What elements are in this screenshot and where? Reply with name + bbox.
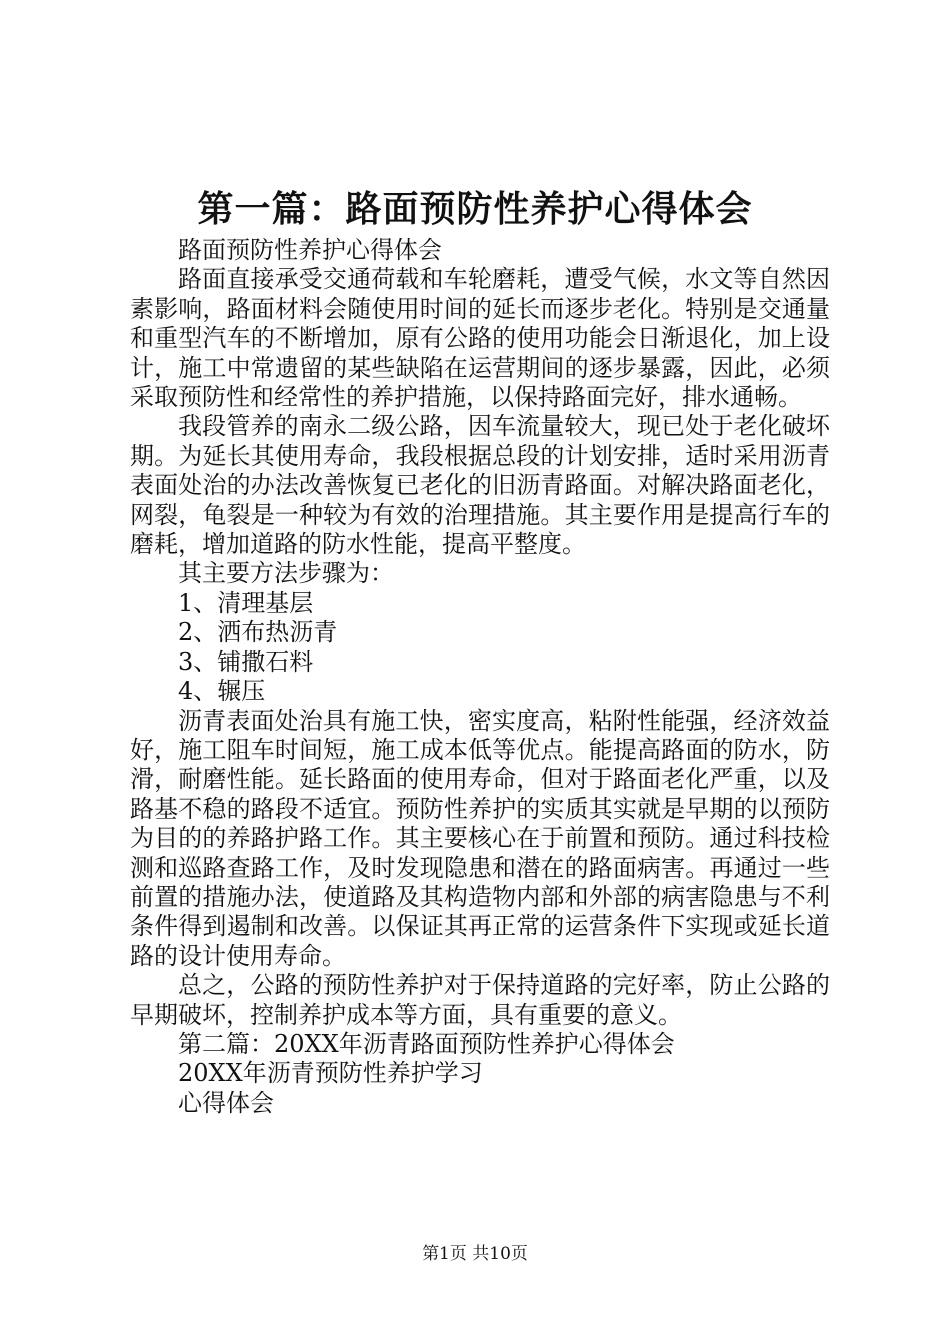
- document-body: [130, 236, 830, 1118]
- paragraph-intro: 路面直接承受交通荷载和车轮磨耗，遭受气候，水文等自然因素影响，路面材料会随使用时间的延长而逐步老化。特别是交通量和重型汽车的不断增加，原有公路的使用功能会日渐退化，加上设计，施工中常遗留的某些缺陷在运营期间的逐步暴露，因此，必须采取预防性和经常性的养护措施，以保持路面完好，排水通畅。: [130, 265, 830, 412]
- step-item: 3、铺撒石料: [178, 647, 314, 676]
- steps-intro: 其主要方法步骤为：: [178, 559, 394, 588]
- next-section-line: 心得体会: [178, 1088, 274, 1117]
- step-item: 2、洒布热沥青: [178, 618, 338, 647]
- next-section-line: 20XX年沥青预防性养护学习: [178, 1059, 483, 1088]
- page-footer: 第1页 共10页: [422, 1244, 528, 1264]
- document-title: 第一篇：路面预防性养护心得体会: [197, 188, 753, 230]
- paragraph-conclusion: 总之，公路的预防性养护对于保持道路的完好率，防止公路的早期破坏，控制养护成本等方面，具有重要的意义。: [130, 971, 830, 1029]
- section-subtitle: 路面预防性养护心得体会: [178, 236, 442, 264]
- paragraph-road-section: 我段管养的南永二级公路，因车流量较大，现已处于老化破坏期。为延长其使用寿命，我段根据总段的计划安排，适时采用沥青表面处治的办法改善恢复已老化的旧沥青路面。对解决路面老化，网裂，龟裂是一种较为有效的治理措施。其主要作用是提高行车的磨耗，增加道路的防水性能，提高平整度。: [130, 412, 830, 559]
- step-item: 1、清理基层: [178, 588, 314, 617]
- paragraph-advantages: 沥青表面处治具有施工快，密实度高，粘附性能强，经济效益好，施工阻车时间短，施工成本低等优点。能提高路面的防水，防滑，耐磨性能。延长路面的使用寿命，但对于路面老化严重，以及路基不稳的路段不适宜。预防性养护的实质其实就是早期的以预防为目的的养路护路工作。其主要核心在于前置和预防。通过科技检测和巡路查路工作，及时发现隐患和潜在的路面病害。再通过一些前置的措施办法，使道路及其构造物内部和外部的病害隐患与不利条件得到遏制和改善。以保证其再正常的运营条件下实现或延长道路的设计使用寿命。: [130, 706, 830, 970]
- next-section-heading: 第二篇：20XX年沥青路面预防性养护心得体会: [178, 1029, 675, 1058]
- step-item: 4、辗压: [178, 677, 266, 706]
